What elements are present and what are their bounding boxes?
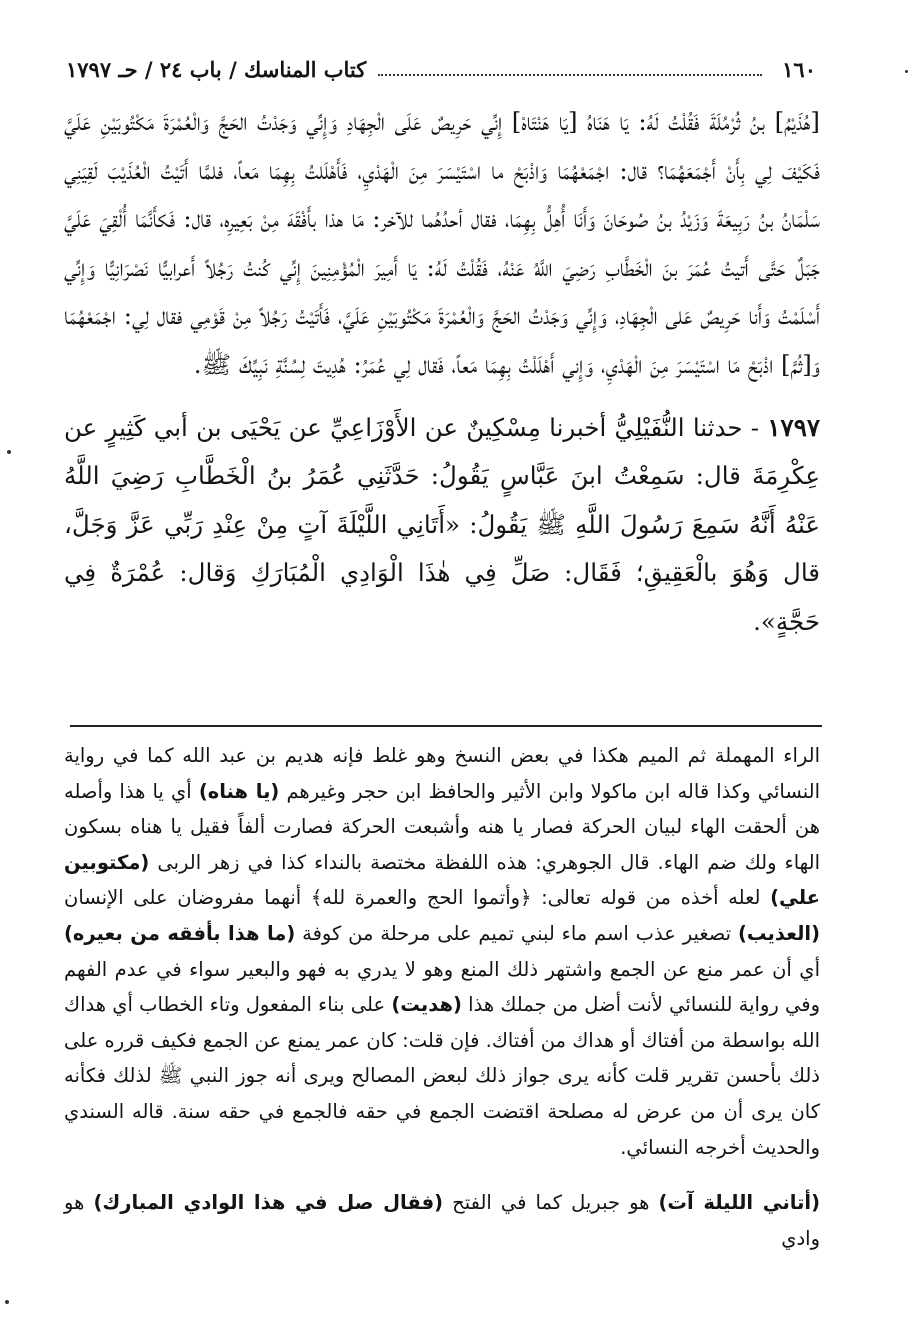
commentary-text: على بناء المفعول وتاء الخطاب أي هداك الله بواسطة من أفتاك أو هداك من أفتاك. فإن قلت: كان عمر يمنع عن الجمع فكيف قرره على ذلك بأحسن تقرير قلت كأنه يرى جواز ذلك لبعض المصالح ويرى أنه جوز النبي ﷺ لذلك فكأنه كان يرى أن من عرض له مصلحة اقتضت الجمع في حقه فالجمع في حقه سنة. قاله السندي والحديث أخرجه النسائي. — [64, 993, 820, 1159]
commentary-text: لعله أخذه من قوله تعالى: ﴿وأتموا الحج والعمرة لله﴾ أنهما مفروضان على الإنسان — [64, 886, 761, 910]
scan-speck — [7, 450, 11, 454]
scan-speck — [905, 70, 908, 73]
hadith-continuation-paragraph: [هُذَيْمُ] بنُ ثُرْمُلَةَ فَقُلْتُ لَهُ: يَا هَنَاهُ [يَا هَنْتَاهْ] إِنِّي حَرِيصٌ عَلَى الْجِهَادِ وَإِنِّي وَجَدْتُ الحَجَّ وَالْعُمْرَةَ مَكْتُوبَيْنِ عَلَيَّ فَكَيْفَ لِي بِأَنْ أَجْمَعَهُمَا؟ قال: اجْمَعْهُمَا وَاذْبَحْ ما اسْتَيْسَرَ مِنَ الْهَدْيِ، فَأَهْلَلتُ بِهِمَا مَعاً، فلمَّا أَتَيْتُ الْعُذَيْبَ لَقِيَنِي سَلْمَانُ بنُ رَبِيعَةَ وَزَيْدُ بنُ صُوحَانَ وَأَنَا أُهِلُّ بِهِمَا، فقال أحدُهُما للآخر: مَا هذا بأَفْقَهَ مِنْ بَعِيرِه، قال: فَكأَنَّمَا أُلْقِيَ عَلَيَّ جَبَلٌ حَتَّى أَتيتُ عُمَرَ بنَ الْخَطَّابِ رَضِيَ اللَّهُ عَنْهُ، فَقُلْتُ لَهُ: يَا أَمِيرَ الْمُؤْمِنِينَ إِنِّي كُنتُ رَجُلاً أَعرابيًّا نَصْرَانِيًّا وَإِنِّي أَسْلَمْتُ وَأَنا حَرِيصٌ عَلى الْجِهَادِ، وَإِنِّي وَجَدْتُ الحَجَّ وَالْعُمْرَةَ مَكْتُوبَيْنِ عَلَيَّ، فَأَتَيْتُ رَجُلاً مِنْ قَوْمِي فقال لِي: اجْمَعْهُمَا وَ[ثُمَّ] اذْبَحْ مَا اسْتَيْسَرَ مِنَ الْهَدْيِ، وَإِني أَهْلَلْتُ بِهِمَا مَعاً، فَقال لِي عُمَرُ: هُدِيتَ لِسُنَّةِ نَبِيِّكَ ﷺ. — [64, 107, 820, 379]
commentary-text: الراء المهملة ثم الميم هكذا في بعض النسخ وهو غلط فإنه هديم بن عبد الله كما في رواية النسائي وكذا قاله ابن ماكولا وابن الأثير والحافظ ابن حجر وغيرهم — [64, 744, 821, 803]
commentary-footnotes — [64, 738, 820, 1256]
commentary-text: أي يا هذا وأصله هن ألحقت الهاء لبيان الحركة فصار يا هنه وأشبعت الحركة فصارت ألفاً فقيل يا هناه بسكون الهاء ولك ضم الهاء. قال الجوهري: هذه اللفظة مختصة بالنداء كذا في زهر الربى — [64, 779, 820, 874]
commentary-lemma: (هديت) — [391, 993, 462, 1017]
commentary-lemma: (العذيب) — [737, 921, 821, 945]
commentary-lemma: (أتاني الليلة آت) — [658, 1191, 821, 1215]
commentary-text: هو جبريل كما في الفتح — [452, 1191, 650, 1215]
running-header — [66, 52, 816, 86]
running-title: كتاب المناسك / باب ٢٤ / حـ ١٧٩٧ — [66, 56, 367, 82]
hadith-number: ١٧٩٧ — [767, 412, 821, 442]
hadith-text: - حدثنا النُّفَيْلِيُّ أخبرنا مِسْكِينٌ عن الأَوْزَاعِيِّ عن يَحْيَى بن أبي كَثِيرٍ عن عِكْرِمَةَ قال: سَمِعْتُ ابنَ عَبَّاسٍ يَقُولُ: حَدَّثَنِي عُمَرُ بنُ الْخَطَّابِ رَضِيَ اللَّهُ عَنْهُ أَنَّهُ سَمِعَ رَسُولَ اللَّهِ ﷺ يَقُولُ: «أَتَانِي اللَّيْلَةَ آتٍ مِنْ عِنْدِ رَبِّي عَزَّ وَجَلَّ، قال وَهُوَ بالْعَقِيقِ؛ فَقَال: صَلِّ فِي هٰذَا الْوَادِي الْمُبَارَكِ وَقال: عُمْرَةٌ فِي حَجَّةٍ». — [64, 412, 820, 636]
footnote-divider — [70, 725, 822, 727]
page-number: ١٦٠ — [782, 56, 816, 82]
header-dotted-leader — [378, 62, 762, 76]
commentary-paragraph-2 — [64, 1185, 820, 1256]
main-text — [64, 98, 820, 647]
commentary-text: هو وادي — [64, 1191, 820, 1250]
commentary-lemma: (ما هذا بأفقه من بعيره) — [64, 921, 296, 945]
hadith-1797-paragraph — [64, 404, 820, 647]
commentary-text: تصغير عذب اسم ماء لبني تميم على مرحلة من كوفة — [302, 921, 732, 945]
commentary-paragraph-1 — [64, 738, 820, 1165]
commentary-lemma: (يا هناه) — [198, 779, 280, 803]
commentary-lemma: (مكتوبين علي) — [64, 850, 820, 910]
scan-speck — [5, 1300, 9, 1304]
commentary-text: أي أن عمر منع عن الجمع واشتهر ذلك المنع وهو لا يدري به فهو والبعير سواء في عدم الفهم وفي رواية للنسائي لأنت أضل من جملك هذا — [64, 957, 821, 1017]
commentary-lemma: (فقال صل في هذا الوادي المبارك) — [93, 1191, 444, 1215]
